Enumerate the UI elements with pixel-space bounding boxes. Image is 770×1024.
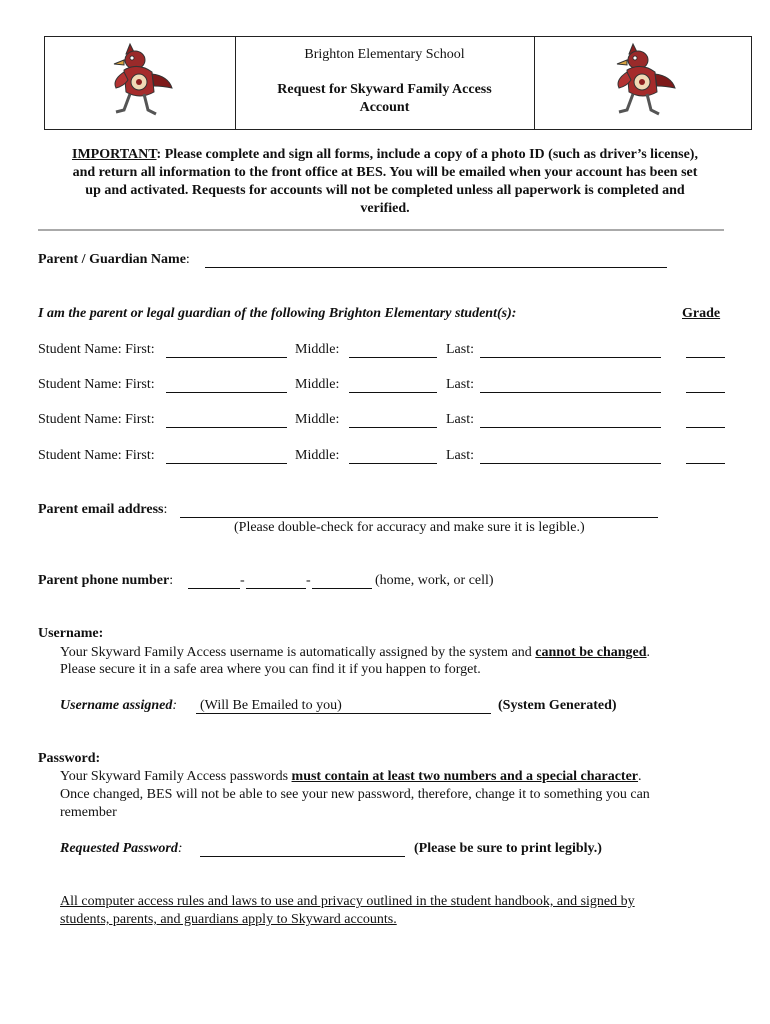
student-last-field[interactable] [480, 357, 661, 358]
header-right-cell [535, 37, 751, 129]
guardian-name-field[interactable] [205, 267, 667, 268]
notice-line2: and return all information to the front office at BES. You will be emailed when your account has been set [72, 165, 698, 180]
email-label: Parent email address: [38, 502, 168, 517]
requested-password-field[interactable] [200, 856, 405, 857]
student-first-field[interactable] [166, 463, 287, 464]
student-first-field[interactable] [166, 357, 287, 358]
header-table [44, 36, 752, 130]
guardian-name-label: Parent / Guardian Name: [38, 252, 190, 267]
notice-line4: verified. [360, 201, 410, 216]
password-heading: Password: [38, 751, 101, 766]
cardinal-mascot-icon [102, 40, 178, 120]
phone-dash-1: - [240, 573, 245, 588]
notice-line1 [38, 146, 732, 164]
username-assigned-value: (Will Be Emailed to you) [200, 698, 342, 713]
student-middle-label: Middle: [295, 377, 340, 392]
student-last-label: Last: [446, 377, 474, 392]
password-text1: Your Skyward Family Access passwords must contain at least two numbers and a special character. [60, 769, 642, 784]
username-emphasis: cannot be changed [535, 645, 647, 660]
footer-line1: All computer access rules and laws to use and privacy outlined in the student handbook, and signed by [60, 894, 635, 909]
system-generated-note: (System Generated) [498, 698, 617, 713]
email-note: (Please double-check for accuracy and make sure it is legible.) [234, 520, 585, 535]
student-last-field[interactable] [480, 463, 661, 464]
student-statement: I am the parent or legal guardian of the following Brighton Elementary student(s): [38, 306, 517, 321]
phone-prefix-field[interactable] [246, 588, 306, 589]
school-name: Brighton Elementary School [304, 47, 465, 62]
username-heading: Username: [38, 626, 104, 641]
student-middle-field[interactable] [349, 357, 437, 358]
header-left-cell [45, 37, 236, 129]
student-middle-field[interactable] [349, 463, 437, 464]
notice-line3: up and activated. Requests for accounts will not be completed unless all paperwork is completed and [85, 183, 685, 198]
student-middle-field[interactable] [349, 427, 437, 428]
student-first-field[interactable] [166, 427, 287, 428]
username-text2: Please secure it in a safe area where you can find it if you happen to forget. [60, 662, 481, 677]
student-middle-label: Middle: [295, 412, 340, 427]
password-text2: Once changed, BES will not be able to see your new password, therefore, change it to something you can [60, 787, 650, 802]
student-middle-label: Middle: [295, 448, 340, 463]
password-emphasis: must contain at least two numbers and a special character [291, 769, 639, 784]
username-assigned-field [196, 713, 491, 714]
phone-line-field[interactable] [312, 588, 372, 589]
grade-header: Grade [682, 306, 721, 321]
cardinal-mascot-icon [605, 40, 681, 120]
username-assigned-label: Username assigned: [60, 698, 178, 713]
student-last-label: Last: [446, 412, 474, 427]
username-text1: Your Skyward Family Access username is automatically assigned by the system and cannot be changed. [60, 645, 651, 660]
student-first-field[interactable] [166, 392, 287, 393]
phone-dash-2: - [306, 573, 311, 588]
student-grade-field[interactable] [686, 357, 725, 358]
student-grade-field[interactable] [686, 427, 725, 428]
section-divider [38, 229, 724, 231]
phone-label: Parent phone number: [38, 573, 174, 588]
header-title-cell [235, 37, 535, 129]
phone-note: (home, work, or cell) [375, 573, 494, 588]
form-title [235, 81, 534, 117]
student-grade-field[interactable] [686, 392, 725, 393]
password-text3: remember [60, 805, 117, 820]
student-grade-field[interactable] [686, 463, 725, 464]
form-title-line1: Request for Skyward Family Access [277, 82, 492, 97]
student-first-label: Student Name: First: [38, 412, 155, 427]
student-middle-label: Middle: [295, 342, 340, 357]
important-notice [38, 146, 732, 218]
student-middle-field[interactable] [349, 392, 437, 393]
print-legibly-note: (Please be sure to print legibly.) [414, 841, 602, 856]
student-last-field[interactable] [480, 427, 661, 428]
requested-password-label: Requested Password: [60, 841, 183, 856]
student-last-field[interactable] [480, 392, 661, 393]
notice-lead: IMPORTANT [72, 147, 157, 162]
footer-line2: students, parents, and guardians apply to Skyward accounts. [60, 912, 397, 927]
student-first-label: Student Name: First: [38, 377, 155, 392]
notice-line1-text: : Please complete and sign all forms, include a copy of a photo ID (such as driver’s license), [156, 147, 698, 162]
student-last-label: Last: [446, 448, 474, 463]
phone-area-field[interactable] [188, 588, 240, 589]
form-title-line2: Account [359, 100, 410, 115]
student-first-label: Student Name: First: [38, 448, 155, 463]
student-first-label: Student Name: First: [38, 342, 155, 357]
email-field[interactable] [180, 517, 658, 518]
student-last-label: Last: [446, 342, 474, 357]
